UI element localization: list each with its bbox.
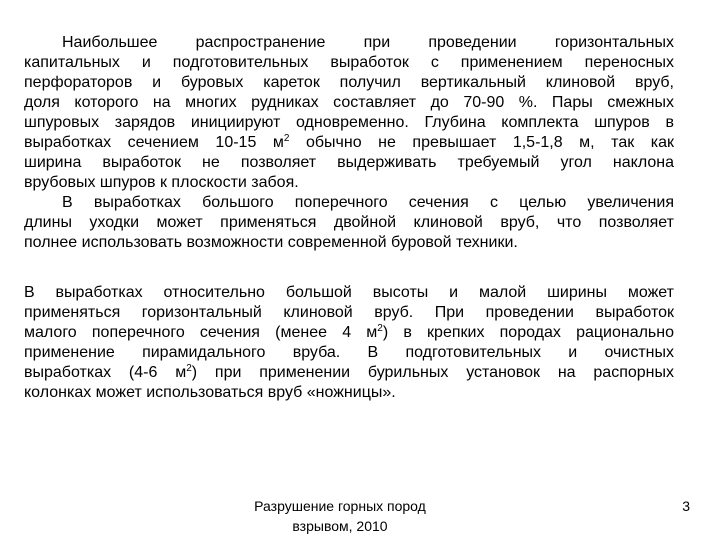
text-line: В выработках относительно большой высоты и малой ширины может <box>24 284 674 301</box>
paragraph-3 <box>24 283 674 403</box>
text-line: применяться горизонтальный клиновой вруб. При проведении выработок <box>24 304 674 321</box>
text-line-with-superscript <box>24 323 674 343</box>
superscript: 2 <box>283 133 290 144</box>
footer-caption-line: взрывом, 2010 <box>292 518 388 534</box>
text-line: применение пирамидального вруба. В подготовительных и очистных <box>24 344 674 361</box>
text-segment: ) в крепких породах рационально <box>382 324 675 341</box>
paragraph-2 <box>24 193 674 253</box>
text-block-bottom <box>24 283 674 403</box>
text-segment: выработках (4-6 м <box>24 364 187 381</box>
page-number: 3 <box>682 498 690 514</box>
text-line-with-superscript <box>24 133 674 153</box>
text-line: ширина выработок не позволяет выдерживать требуемый угол наклона <box>24 154 674 171</box>
text-line: шпуровых зарядов инициируют одновременно. Глубина комплекта шпуров в <box>24 114 674 131</box>
text-segment: малого поперечного сечения (менее 4 м <box>24 324 378 341</box>
text-line: капитальных и подготовительных выработок с применением переносных <box>24 54 674 71</box>
superscript: 2 <box>377 323 383 334</box>
text-line: доля которого на многих рудниках составляет до 70-90 %. Пары смежных <box>24 94 674 111</box>
text-segment: ) при применении бурильных установок на распорных <box>191 364 674 381</box>
text-block-top <box>24 33 674 253</box>
text-line: Наибольшее распространение при проведении горизонтальных <box>62 34 674 51</box>
text-line: В выработках большого поперечного сечения с целью увеличения <box>62 194 674 211</box>
footer-caption-line: Разрушение горных пород <box>254 498 426 514</box>
footer-caption <box>240 496 440 536</box>
superscript: 2 <box>186 363 192 374</box>
text-line-with-superscript <box>24 363 674 383</box>
text-line: колонках может использоваться вруб «ножницы». <box>24 384 396 401</box>
text-line: длины уходки может применяться двойной клиновой вруб, что позволяет <box>24 214 674 231</box>
text-segment: обычно не превышает 1,5-1,8 м, так как <box>289 134 674 151</box>
text-line: врубовых шпуров к плоскости забоя. <box>24 174 299 191</box>
paragraph-1 <box>24 33 674 193</box>
text-line: полнее использовать возможности современной буровой техники. <box>24 234 518 251</box>
text-line: перфораторов и буровых кареток получил вертикальный клиновой вруб, <box>24 74 674 91</box>
text-segment: выработках сечением 10-15 м <box>24 134 284 151</box>
